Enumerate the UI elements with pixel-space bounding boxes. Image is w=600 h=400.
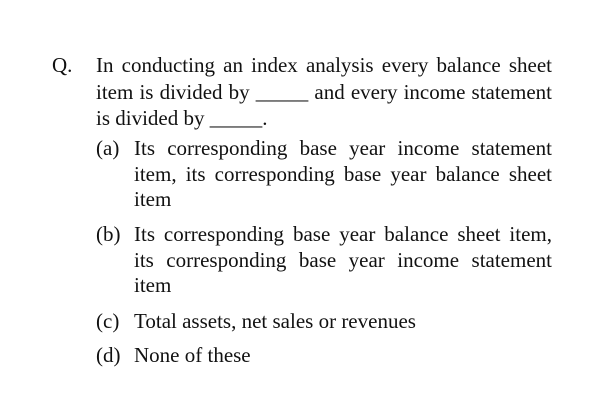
option-b [96,222,552,299]
option-a-text: Its corresponding base year income statement item, its corresponding base year balance sheet item [134,136,552,211]
option-b-text: Its corresponding base year balance sheet item, its corresponding base year income statement item [134,222,552,297]
option-a-label: (a) [96,136,120,160]
option-c-text: Total assets, net sales or revenues [134,309,416,333]
option-d-text: None of these [134,343,251,367]
question-text: In conducting an index analysis every balance sheet item is divided by _____ and every income statement is divided by _____. [96,53,552,130]
question-label: Q. [52,53,73,77]
option-c [96,309,552,335]
option-c-label: (c) [96,309,120,333]
option-d [96,343,552,369]
option-d-label: (d) [96,343,121,367]
option-b-label: (b) [96,222,121,246]
option-a [96,136,552,213]
